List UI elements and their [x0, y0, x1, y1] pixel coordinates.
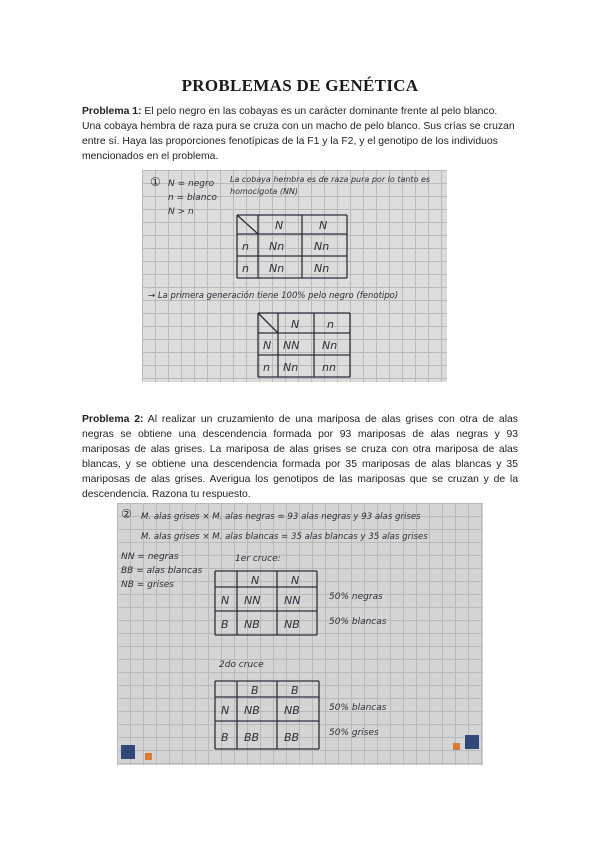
problem-1-text: El pelo negro en las cobayas es un carácter dominante frente al pelo blanco. Una cobaya hembra de raza pura se cruza con un macho de pelo blanco. Sus crías se cruzan entre sí. Haya las proporciones fenotípicas de la F1 y la F2, y el genotipo de los individuos mencionados en el problema. [82, 106, 515, 162]
hw1-t2-r0-label: N [263, 339, 272, 352]
hw1-f1-line: → La primera generación tiene 100% pelo negro (fenotipo) [148, 291, 399, 301]
hw2-punnett-2 [215, 681, 319, 749]
problem-1-handwritten-photo [142, 170, 447, 382]
hw2-t1-r1-c0: NB [244, 618, 260, 631]
notebook-corner-marker-right [465, 735, 479, 749]
hw2-result2-1: 50% grises [329, 728, 379, 738]
hw1-t2-r1-c1: nn [322, 361, 336, 374]
hw2-t1-r0-label: N [221, 594, 230, 607]
problem-2-handwritten-photo [117, 503, 483, 765]
notebook-corner-dot-left [145, 753, 152, 760]
hw2-t1-h0: N [251, 574, 260, 587]
hw1-key-0: N = negro [168, 179, 215, 189]
problem-1-label: Problema 1: [82, 106, 142, 117]
hw2-key-1: BB = alas blancas [121, 566, 203, 576]
hw2-t2-r0-label: N [221, 704, 230, 717]
hw1-t1-r0-c1: Nn [314, 240, 330, 253]
hw2-line2: M. alas grises × M. alas blancas = 35 alas blancas y 35 alas grises [141, 532, 428, 542]
hw2-result1-1: 50% blancas [329, 617, 387, 627]
hw2-t2-r1-label: B [221, 731, 229, 744]
hw1-key-2: N > n [168, 207, 194, 217]
hw1-t2-h1: n [327, 318, 334, 331]
hw2-cross1-label: 1er cruce: [235, 554, 281, 564]
hw2-key-0: NN = negras [121, 552, 179, 562]
hw2-t1-h1: N [291, 574, 300, 587]
hw1-note: La cobaya hembra es de raza pura por lo tanto es homocigota (NN) [230, 175, 431, 196]
hw2-t2-r1-c1: BB [284, 731, 300, 744]
hw2-t2-r0-c1: NB [284, 704, 300, 717]
notebook-corner-marker-left [121, 745, 135, 759]
hw1-punnett-1 [237, 215, 347, 278]
hw2-t1-r1-c1: NB [284, 618, 300, 631]
hw1-t1-r1-label: n [242, 262, 249, 275]
hw1-t1-h0: N [275, 219, 284, 232]
notebook-corner-dot-right [453, 743, 460, 750]
hw1-t1-r0-label: n [242, 240, 249, 253]
hw2-t1-r0-c0: NN [244, 594, 261, 607]
hw2-t1-r1-label: B [221, 618, 229, 631]
problem-2-statement [82, 412, 518, 502]
hw1-t1-r1-c1: Nn [314, 262, 330, 275]
hw1-t1-h1: N [319, 219, 328, 232]
hw2-key-2: NB = grises [121, 580, 174, 590]
hw1-t2-r0-c0: NN [283, 339, 300, 352]
hw2-t2-h1: B [291, 684, 299, 697]
hw1-t2-r1-c0: Nn [283, 361, 299, 374]
hw1-t1-r0-c0: Nn [269, 240, 285, 253]
hw1-t2-r1-label: n [263, 361, 270, 374]
hw2-punnett-1 [215, 571, 317, 635]
hw2-t2-r1-c0: BB [244, 731, 260, 744]
hw1-key-1: n = blanco [168, 193, 217, 203]
problem-2-label: Problema 2: [82, 414, 144, 425]
hw2-cross2-label: 2do cruce [219, 660, 264, 670]
hw2-t2-r0-c0: NB [244, 704, 260, 717]
hw2-t1-r0-c1: NN [284, 594, 301, 607]
problem-1-statement [82, 104, 518, 164]
hw2-t2-h0: B [251, 684, 259, 697]
hw2-result2-0: 50% blancas [329, 703, 387, 713]
page-title: PROBLEMAS DE GENÉTICA [181, 76, 419, 95]
hw2-number: ② [121, 507, 132, 521]
hw1-number: ① [150, 175, 161, 189]
hw2-result1-0: 50% negras [329, 592, 383, 602]
hw1-t1-r1-c0: Nn [269, 262, 285, 275]
hw1-t2-h0: N [291, 318, 300, 331]
hw2-line1: M. alas grises × M. alas negras = 93 alas negras y 93 alas grises [141, 512, 421, 522]
hw1-punnett-2 [258, 313, 350, 377]
problem-2-text: Al realizar un cruzamiento de una mariposa de alas grises con otra de alas negras se obtiene una descendencia formada por 93 mariposas de alas negras y 93 mariposas de alas grises. La mariposa de alas grises se cruza con otra mariposa de alas blancas, y se obtiene una descendencia formada por 35 mariposas de alas blancas y 35 mariposas de alas grises. Averigua los genotipos de las mariposas que se cruzan y de la descendencia. Razona tu respuesto. [82, 414, 518, 500]
hw1-t2-r0-c1: Nn [322, 339, 338, 352]
